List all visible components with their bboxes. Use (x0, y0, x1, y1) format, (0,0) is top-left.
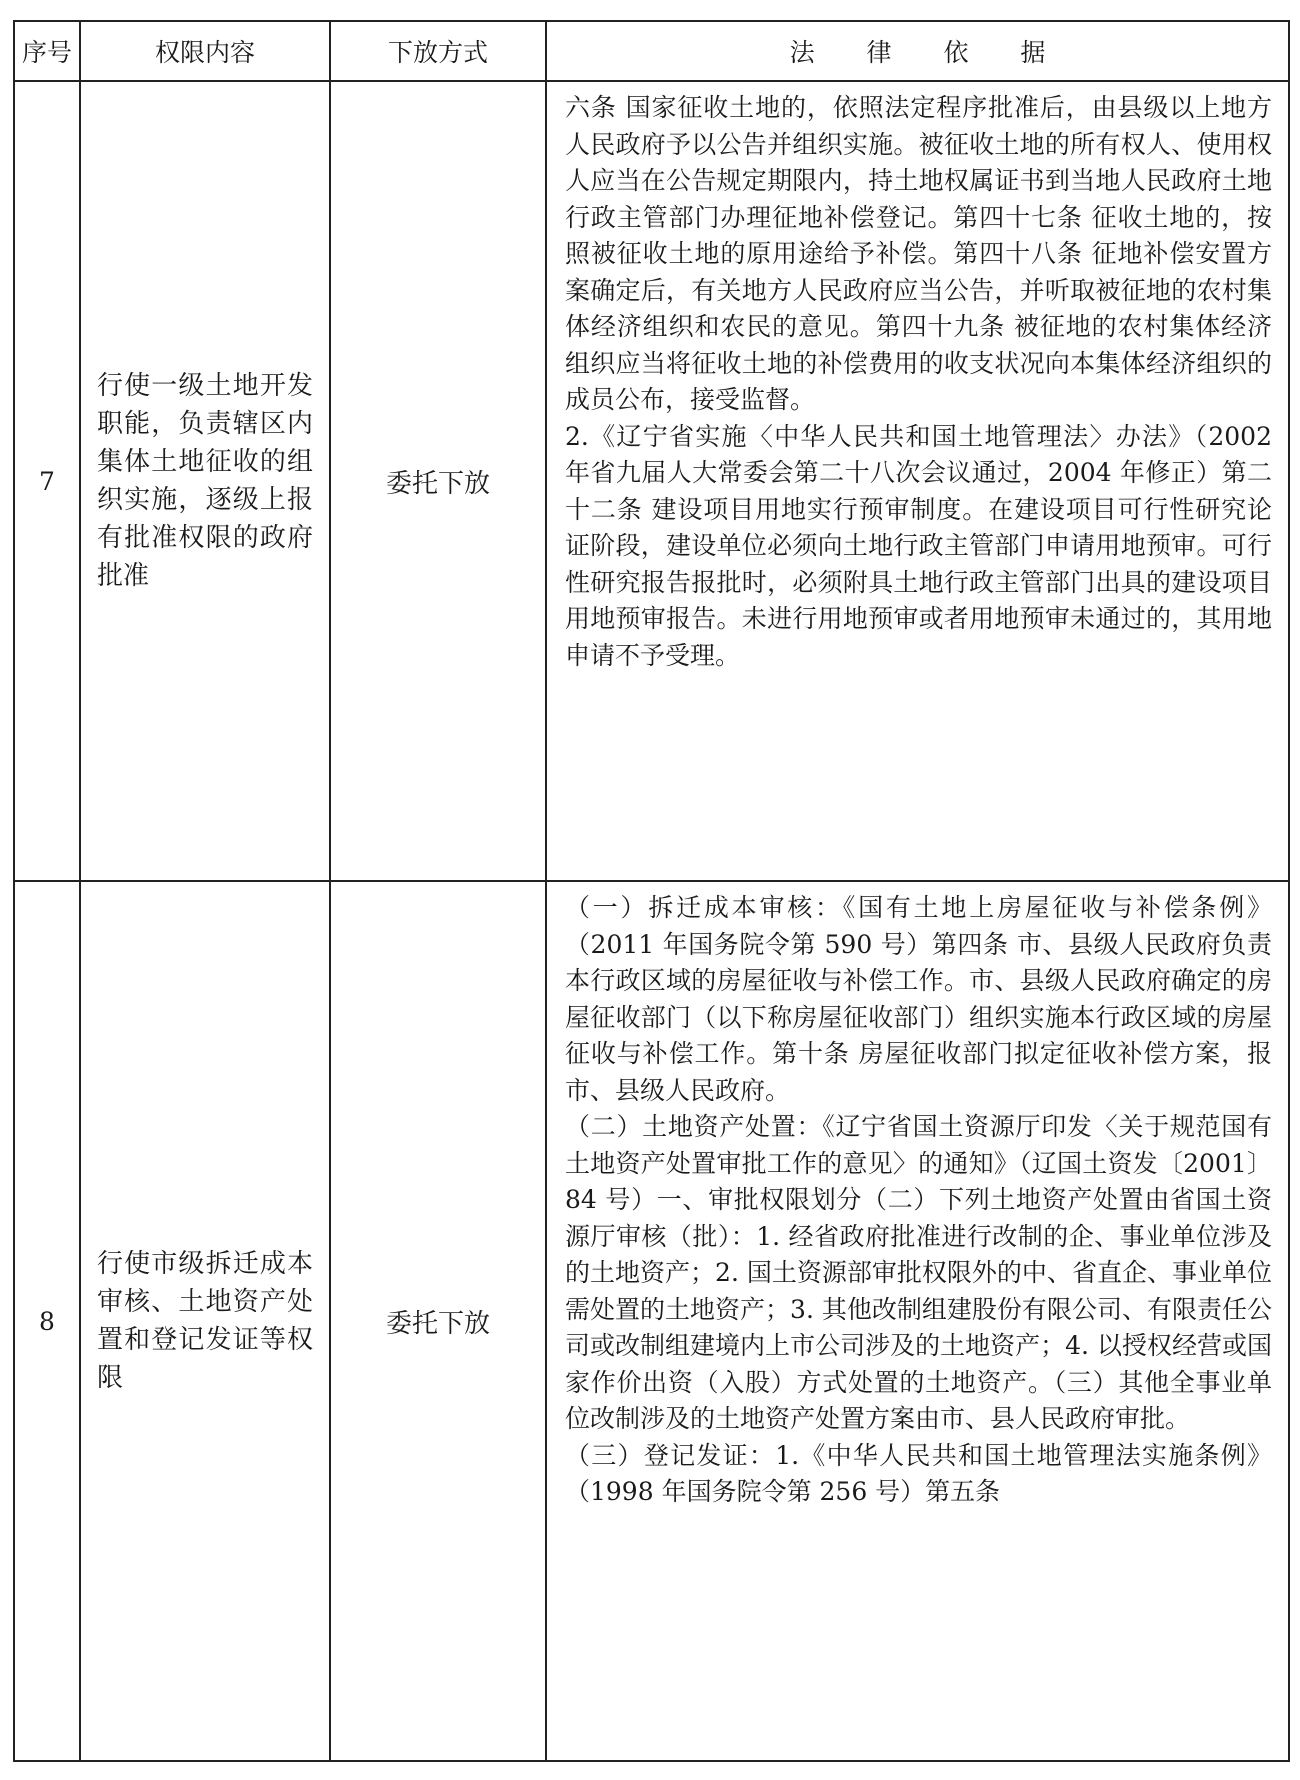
legal-basis-paragraph: （一）拆迁成本审核：《国有土地上房屋征收与补偿条例》（2011 年国务院令第 590 号）第四条 市、县级人民政府负责本行政区域的房屋征收与补偿工作。市、县级人民政府确定的房屋征收部门（以下称房屋征收部门）组织实施本行政区域的房屋征收与补偿工作。第十条 房屋征收部门拟定征收补偿方案，报市、县级人民政府。 (565, 893, 1272, 1105)
header-number: 序号 (14, 21, 80, 81)
table-row (14, 881, 1289, 1761)
legal-basis (546, 81, 1289, 881)
legal-basis-paragraph: 六条 国家征收土地的，依照法定程序批准后，由县级以上地方人民政府予以公告并组织实施。被征收土地的所有权人、使用权人应当在公告规定期限内，持土地权属证书到当地人民政府土地行政主管部门办理征地补偿登记。第四十七条 征收土地的，按照被征收土地的原用途给予补偿。第四十八条 征地补偿安置方案确定后，有关地方人民政府应当公告，并听取被征地的农村集体经济组织和农民的意见。第四十九条 被征地的农村集体经济组织应当将征收土地的补偿费用的收支状况向本集体经济组织的成员公布，接受监督。 (565, 93, 1272, 414)
authority-content: 行使一级土地开发职能，负责辖区内集体土地征收的组织实施，逐级上报有批准权限的政府批准 (80, 81, 330, 881)
header-method: 下放方式 (330, 21, 546, 81)
row-number: 8 (14, 881, 80, 1761)
delegation-method: 委托下放 (330, 881, 546, 1761)
header-content: 权限内容 (80, 21, 330, 81)
legal-basis (546, 881, 1289, 1761)
authority-content: 行使市级拆迁成本审核、土地资产处置和登记发证等权限 (80, 881, 330, 1761)
legal-basis-paragraph: （三）登记发证：1.《中华人民共和国土地管理法实施条例》（1998 年国务院令第 256 号）第五条 (565, 1440, 1272, 1506)
legal-basis-paragraph: 2.《辽宁省实施〈中华人民共和国土地管理法〉办法》（2002 年省九届人大常委会第二十八次会议通过，2004 年修正）第二十二条 建设项目用地实行预审制度。在建设项目可行性研究论证阶段，建设单位必须向土地行政主管部门申请用地预审。可行性研究报告报批时，必须附具土地行政主管部门出具的建设项目用地预审报告。未进行用地预审或者用地预审未通过的，其用地申请不予受理。 (565, 421, 1272, 670)
row-number: 7 (14, 81, 80, 881)
table-row (14, 81, 1289, 881)
header-basis: 法 律 依 据 (546, 21, 1289, 81)
legal-basis-paragraph: （二）土地资产处置：《辽宁省国土资源厅印发〈关于规范国有土地资产处置审批工作的意见〉的通知》（辽国土资发〔2001〕84 号）一、审批权限划分（二）下列土地资产处置由省国土资源厅审核（批）：1. 经省政府批准进行改制的企、事业单位涉及的土地资产；2. 国土资源部审批权限外的中、省直企、事业单位需处置的土地资产；3. 其他改制组建股份有限公司、有限责任公司或改制组建境内上市公司涉及的土地资产；4. 以授权经营或国家作价出资（入股）方式处置的土地资产。（三）其他全事业单位改制涉及的土地资产处置方案由市、县人民政府审批。 (565, 1112, 1272, 1433)
table-header-row (14, 21, 1289, 81)
authority-table (13, 20, 1290, 1762)
delegation-method: 委托下放 (330, 81, 546, 881)
